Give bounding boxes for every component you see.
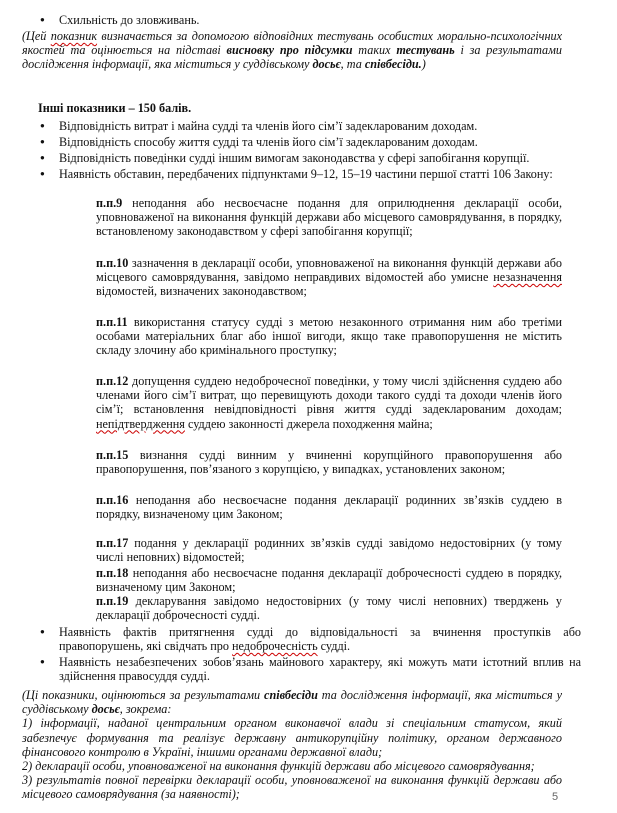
note-text: і за результатами дослідження інформації, яка міститься у суддівському <box>22 43 563 72</box>
subitem-18 <box>96 566 562 594</box>
note-text: таких <box>352 43 397 58</box>
subitem-text: непідтвердження <box>96 416 185 431</box>
subitem-text: неподання або несвоєчасне подання декларації родинних зв’язків суддею в порядку, визначеному цим Законом; <box>96 493 562 522</box>
subitem-text: незазначення <box>493 270 562 285</box>
subitem-19 <box>96 594 562 622</box>
subitem-label: п.п.17 <box>96 536 129 550</box>
note-text: показник <box>50 29 98 43</box>
subitem-label: п.п.19 <box>96 594 129 608</box>
subitem-text: декларування завідомо недостовірних (у тому числі неповних) тверджень у декларації доброчесності судді. <box>96 594 562 623</box>
bullet-expenses: ● Відповідність витрат і майна судді та членів його сім’ї задекларованим доходам. <box>40 119 581 133</box>
page-number: 5 <box>552 791 559 803</box>
note-bold: досьє <box>91 702 120 717</box>
bullet-obligations: ● Наявність незабезпечених зобов’язань майнового характеру, які можуть мати істотний вплив на здійснення правосуддя судді. <box>40 655 581 683</box>
note-intro <box>22 688 562 716</box>
subitem-label: п.п.12 <box>96 374 129 388</box>
subitem-label: п.п.10 <box>96 256 129 270</box>
subitem-label: п.п.9 <box>96 196 123 210</box>
section-heading: Інші показники – 150 балів. <box>38 101 192 115</box>
note-text: (Ці показники, оцінюються за результатами <box>22 688 265 702</box>
subitem-text: допущення суддею недоброчесної поведінки, у тому числі здійснення суддею або членами його сім’ї витрат, що перевищують доходи такого судді та доходи членів його сім’ї; встановлення невідповідності рівня життя судді задекларованим доходам; <box>96 374 562 417</box>
subitem-text: зазначення в декларації особи, уповноваженої на виконання функцій держави або місцевого самоврядування, завідомо неправдивих відомостей або умисне <box>96 256 562 285</box>
note-tests <box>22 29 562 72</box>
subitem-label: п.п.18 <box>96 566 129 580</box>
subitem-text: суддею законності джерела походження майна; <box>184 416 433 431</box>
subitem-text: неподання або несвоєчасне подання декларації доброчесності суддею в порядку, визначеному цим Законом; <box>96 566 562 595</box>
bullet-text: недоброчесність <box>232 639 318 654</box>
subitem-15 <box>96 448 562 476</box>
subitem-text: неподання або несвоєчасне подання для оприлюднення декларації особи, уповноваженої на виконання функцій держави або місцевого самоврядування, в порядку, встановленому законодавством у сфері запобігання корупції; <box>96 196 562 239</box>
subitem-text: використання статусу судді з метою незаконного отримання ним або третіми особами матеріальних благ або іншої вигоди, якщо таке правопорушення не містить складу злочину або кримінального проступку; <box>96 315 562 358</box>
note-list-item-3: 3) результатів повної перевірки декларації особи, уповноваженої на виконання функцій держави або місцевого самоврядування (за наявності); <box>22 773 562 802</box>
subitem-9 <box>96 196 562 239</box>
bullet-lifestyle: ● Відповідність способу життя судді та членів його сім’ї задекларованим доходам. <box>40 135 581 149</box>
bullet-corruption: ● Відповідність поведінки судді іншим вимогам законодавства у сфері запобігання корупції. <box>40 151 581 165</box>
note-list-item-1: 1) інформації, наданої центральним органом виконавчої влади зі спеціальним статусом, який забезпечує формування та реалізує державну антикорупційну політику, органом державного фінансового контролю в Україні, іншими органами державної влади; <box>22 716 562 759</box>
subitem-text: подання у декларації родинних зв’язків судді завідомо недостовірних (у тому числі неповних) відомостей; <box>96 536 562 565</box>
subitem-text: визнання судді винним у вчиненні корупційного правопорушення або правопорушення, пов’язаного з корупцією, у випадках, установлених законом; <box>96 448 562 477</box>
note-text: визначається за допомогою відповідних тестувань особистих морально-психологічних якостей та оцінюється на підставі <box>22 29 562 58</box>
subitem-16 <box>96 493 562 521</box>
subitem-11 <box>96 315 562 358</box>
subitem-text: відомостей, визначених законодавством; <box>96 284 307 299</box>
subitem-12 <box>96 374 562 431</box>
note-list-item-2: 2) декларації особи, уповноваженої на виконання функцій держави або місцевого самоврядування; <box>22 759 535 774</box>
note-bold: співбесіди. <box>364 57 422 72</box>
bullet-abuse: ● Схильність до зловживань. <box>40 13 581 27</box>
subitem-label: п.п.11 <box>96 315 128 329</box>
subitem-17 <box>96 536 562 564</box>
note-text: та дослідження інформації, яка міститься у суддівському <box>22 688 562 717</box>
note-text: , та <box>340 57 365 72</box>
note-text: , зокрема: <box>119 702 172 717</box>
bullet-circumstances: ● Наявність обставин, передбачених підпунктами 9–12, 15–19 частини першої статті 106 Закону: <box>40 167 581 181</box>
subitem-label: п.п.15 <box>96 448 129 462</box>
note-bold: співбесіди <box>264 688 318 702</box>
bullet-liability <box>40 625 581 653</box>
note-interview <box>22 688 562 802</box>
note-text: ) <box>421 57 426 72</box>
subitem-10 <box>96 256 562 299</box>
subitem-label: п.п.16 <box>96 493 129 507</box>
note-bold: тестувань <box>396 43 455 58</box>
bullet-text: Наявність фактів притягнення судді до відповідальності за вчинення проступків або правопорушень, які свідчать про <box>59 625 581 654</box>
note-bold: висновку про підсумки <box>226 43 353 58</box>
bullet-text: судді. <box>317 639 351 654</box>
note-text: (Цей <box>22 29 51 43</box>
note-bold: досьє <box>312 57 341 72</box>
